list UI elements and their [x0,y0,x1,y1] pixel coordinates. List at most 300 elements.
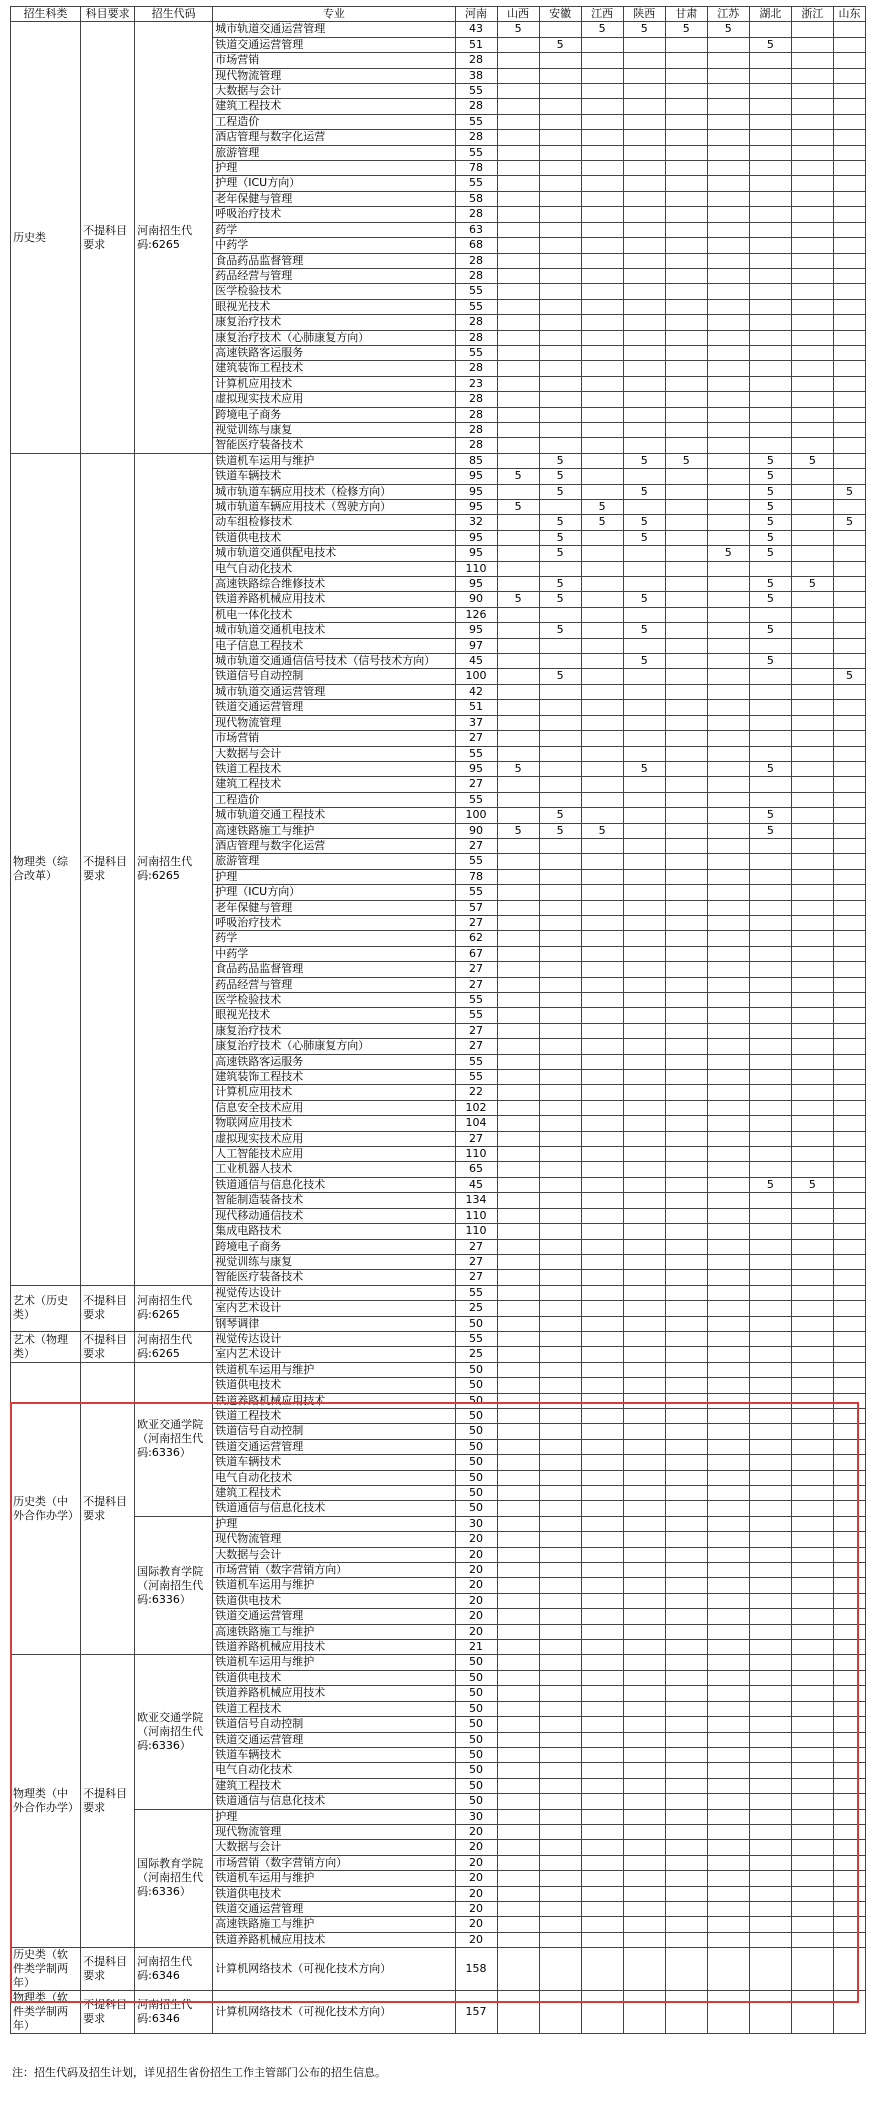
major-cell: 钢琴调律 [213,1316,455,1331]
quota-cell: 30 [455,1516,497,1531]
quota-cell [581,1532,623,1547]
quota-cell [665,161,707,176]
quota-cell: 20 [455,1824,497,1839]
quota-cell [497,838,539,853]
quota-cell [665,1655,707,1670]
quota-cell [749,1886,791,1901]
quota-cell [665,422,707,437]
quota-cell [665,900,707,915]
quota-cell [497,145,539,160]
quota-cell [665,854,707,869]
quota-cell: 157 [455,1991,497,2034]
quota-cell [749,68,791,83]
quota-cell [707,684,749,699]
quota-cell: 5 [539,530,581,545]
quota-cell [581,1301,623,1316]
quota-cell [539,345,581,360]
quota-cell [539,1516,581,1531]
major-cell: 铁道供电技术 [213,1886,455,1901]
quota-cell [623,1624,665,1639]
major-cell: 集成电路技术 [213,1224,455,1239]
quota-cell [623,607,665,622]
quota-cell [539,700,581,715]
quota-cell [749,1393,791,1408]
quota-cell [707,1794,749,1809]
quota-cell: 50 [455,1747,497,1762]
quota-cell [665,946,707,961]
quota-cell [623,1224,665,1239]
quota-cell [665,869,707,884]
quota-cell [791,1316,833,1331]
major-cell: 护理 [213,161,455,176]
quota-cell [833,1763,865,1778]
quota-cell [497,253,539,268]
quota-cell [623,792,665,807]
quota-cell [665,1100,707,1115]
quota-cell: 110 [455,561,497,576]
header-row [11,7,866,22]
quota-cell [833,345,865,360]
quota-cell: 28 [455,422,497,437]
quota-cell: 100 [455,669,497,684]
quota-cell [665,515,707,530]
quota-cell [749,191,791,206]
major-cell: 智能制造装备技术 [213,1193,455,1208]
quota-cell [749,1593,791,1608]
quota-cell [749,669,791,684]
quota-cell: 100 [455,808,497,823]
quota-cell [497,1486,539,1501]
requirement-cell: 不提科目要求 [81,1331,135,1362]
quota-cell [833,1285,865,1300]
quota-cell: 30 [455,1809,497,1824]
quota-cell: 27 [455,1270,497,1285]
quota-cell [749,1054,791,1069]
quota-cell: 5 [749,1177,791,1192]
quota-cell [665,792,707,807]
major-cell: 护理 [213,869,455,884]
quota-cell [623,1917,665,1932]
quota-cell [791,885,833,900]
major-cell: 酒店管理与数字化运营 [213,838,455,853]
quota-cell [665,993,707,1008]
quota-cell [707,1516,749,1531]
quota-cell: 5 [539,484,581,499]
quota-cell: 5 [749,546,791,561]
major-cell: 城市轨道交通供配电技术 [213,546,455,561]
quota-cell [623,1778,665,1793]
quota-cell [623,376,665,391]
quota-cell [749,946,791,961]
quota-cell [707,1301,749,1316]
quota-cell [707,484,749,499]
column-header: 科目要求 [81,7,135,22]
quota-cell [665,684,707,699]
quota-cell [833,1347,865,1362]
quota-cell [539,1008,581,1023]
quota-cell [539,1747,581,1762]
quota-cell [833,500,865,515]
quota-cell [707,777,749,792]
quota-cell [623,130,665,145]
quota-cell [539,1593,581,1608]
code-cell: 河南招生代码:6346 [135,1991,213,2034]
quota-cell [665,68,707,83]
quota-cell: 5 [749,500,791,515]
quota-cell [581,1932,623,1947]
quota-cell [665,731,707,746]
major-cell: 铁道机车运用与维护 [213,1871,455,1886]
quota-cell [539,1717,581,1732]
quota-cell [707,792,749,807]
quota-cell [539,1578,581,1593]
category-cell: 历史类 [11,22,81,453]
quota-cell [539,838,581,853]
major-cell: 铁道交通运营管理 [213,1901,455,1916]
major-cell: 铁道信号自动控制 [213,1424,455,1439]
quota-cell [791,1362,833,1377]
quota-cell [749,253,791,268]
quota-cell [707,191,749,206]
quota-cell [791,238,833,253]
quota-cell [581,1208,623,1223]
quota-cell [791,1486,833,1501]
quota-cell: 5 [749,484,791,499]
quota-cell [791,1547,833,1562]
quota-cell: 22 [455,1085,497,1100]
quota-cell [581,407,623,422]
major-cell: 室内艺术设计 [213,1347,455,1362]
quota-cell [833,1131,865,1146]
quota-cell [707,376,749,391]
quota-cell [581,1177,623,1192]
quota-cell [833,1686,865,1701]
quota-cell [833,546,865,561]
quota-cell [749,1131,791,1146]
quota-cell [749,1008,791,1023]
quota-cell [791,1840,833,1855]
major-cell: 建筑工程技术 [213,1486,455,1501]
quota-cell [581,561,623,576]
quota-cell [791,407,833,422]
quota-cell [623,946,665,961]
quota-cell [833,1270,865,1285]
code-cell: 河南招生代码:6265 [135,1285,213,1331]
major-cell: 建筑装饰工程技术 [213,1070,455,1085]
quota-cell [833,1840,865,1855]
quota-cell [581,1948,623,1991]
quota-cell: 27 [455,1039,497,1054]
quota-cell [791,1901,833,1916]
major-cell: 现代物流管理 [213,1824,455,1839]
quota-cell [749,792,791,807]
quota-cell: 55 [455,1070,497,1085]
quota-cell: 5 [623,453,665,468]
footnote: 注：招生代码及招生计划，详见招生省份招生工作主管部门公布的招生信息。 [12,2066,386,2079]
quota-cell [665,1147,707,1162]
quota-cell [749,1039,791,1054]
quota-cell [707,1593,749,1608]
quota-cell [581,114,623,129]
quota-cell: 50 [455,1501,497,1516]
quota-cell [581,176,623,191]
quota-cell [497,130,539,145]
quota-cell: 110 [455,1147,497,1162]
quota-cell [581,1470,623,1485]
table-row [11,453,866,468]
quota-cell [749,207,791,222]
major-cell: 铁道养路机械应用技术 [213,1932,455,1947]
quota-cell: 28 [455,438,497,453]
quota-cell [539,145,581,160]
quota-cell [833,684,865,699]
quota-cell [707,993,749,1008]
quota-cell [581,1547,623,1562]
quota-cell [497,623,539,638]
quota-cell: 62 [455,931,497,946]
quota-cell [539,1871,581,1886]
quota-cell [623,1193,665,1208]
quota-cell [665,114,707,129]
quota-cell [665,99,707,114]
quota-cell [665,1208,707,1223]
major-cell: 虚拟现实技术应用 [213,1131,455,1146]
major-cell: 市场营销（数字营销方向） [213,1855,455,1870]
quota-cell [665,1131,707,1146]
quota-cell: 5 [749,654,791,669]
quota-cell [497,1347,539,1362]
quota-cell [623,1547,665,1562]
quota-cell [665,238,707,253]
quota-cell [833,869,865,884]
quota-cell [623,869,665,884]
quota-cell [791,37,833,52]
quota-cell [749,838,791,853]
quota-cell [539,114,581,129]
quota-cell [623,1131,665,1146]
quota-cell: 95 [455,761,497,776]
quota-cell [833,1393,865,1408]
quota-cell [539,1686,581,1701]
quota-cell: 28 [455,253,497,268]
quota-cell [539,1347,581,1362]
quota-cell [665,1948,707,1991]
quota-cell [791,1254,833,1269]
requirement-cell: 不提科目要求 [81,1948,135,1991]
quota-cell [833,176,865,191]
major-cell: 铁道养路机械应用技术 [213,1393,455,1408]
quota-cell [707,808,749,823]
quota-cell [539,1824,581,1839]
major-cell: 动车组检修技术 [213,515,455,530]
quota-cell [539,1085,581,1100]
quota-cell [665,37,707,52]
quota-cell [623,114,665,129]
quota-cell [623,53,665,68]
quota-cell [833,1470,865,1485]
quota-cell: 28 [455,407,497,422]
quota-cell [791,977,833,992]
quota-cell: 5 [581,22,623,37]
quota-cell [497,731,539,746]
quota-cell [749,1917,791,1932]
quota-cell [581,1778,623,1793]
quota-cell [833,1331,865,1346]
quota-cell [791,761,833,776]
quota-cell [707,1655,749,1670]
quota-cell [665,1362,707,1377]
quota-cell [497,1948,539,1991]
quota-cell [539,607,581,622]
quota-cell [581,1501,623,1516]
quota-cell [791,469,833,484]
quota-cell: 5 [539,577,581,592]
quota-cell [665,1070,707,1085]
quota-cell [749,22,791,37]
quota-cell [623,345,665,360]
major-cell: 视觉训练与康复 [213,422,455,437]
quota-cell [497,1871,539,1886]
quota-cell: 55 [455,885,497,900]
quota-cell [623,1563,665,1578]
quota-cell: 50 [455,1701,497,1716]
quota-cell [665,1085,707,1100]
quota-cell [581,1991,623,2034]
quota-cell [791,1193,833,1208]
major-cell: 铁道养路机械应用技术 [213,592,455,607]
quota-cell [707,1686,749,1701]
quota-cell [623,1023,665,1038]
quota-cell: 20 [455,1609,497,1624]
quota-cell [707,1331,749,1346]
quota-cell [665,1347,707,1362]
quota-cell [791,53,833,68]
quota-cell [707,207,749,222]
quota-cell [539,962,581,977]
quota-cell [749,962,791,977]
quota-cell [581,546,623,561]
quota-cell: 90 [455,592,497,607]
quota-cell [539,1424,581,1439]
quota-cell: 5 [539,453,581,468]
major-cell: 眼视光技术 [213,1008,455,1023]
quota-cell [791,915,833,930]
quota-cell [749,1532,791,1547]
requirement-cell: 不提科目要求 [81,1362,135,1655]
major-cell: 铁道工程技术 [213,1408,455,1423]
quota-cell [623,1439,665,1454]
quota-cell [497,1516,539,1531]
quota-cell [833,885,865,900]
quota-cell [581,1085,623,1100]
quota-cell [581,207,623,222]
quota-cell [623,1655,665,1670]
quota-cell: 5 [539,623,581,638]
quota-cell [749,1948,791,1991]
quota-cell [497,1254,539,1269]
quota-cell [665,1054,707,1069]
major-cell: 眼视光技术 [213,299,455,314]
quota-cell [833,1732,865,1747]
quota-cell [497,1747,539,1762]
quota-cell [497,1855,539,1870]
quota-cell [665,1316,707,1331]
quota-cell [623,823,665,838]
quota-cell [623,1593,665,1608]
quota-cell [707,114,749,129]
quota-cell: 20 [455,1547,497,1562]
enrollment-plan-table [10,6,866,2034]
quota-cell [707,345,749,360]
quota-cell [707,1039,749,1054]
quota-cell [581,1393,623,1408]
quota-cell [497,407,539,422]
quota-cell [665,1886,707,1901]
quota-cell [665,284,707,299]
quota-cell [497,1655,539,1670]
quota-cell [665,1809,707,1824]
quota-cell [581,1162,623,1177]
quota-cell [665,392,707,407]
quota-cell [539,22,581,37]
quota-cell [707,1100,749,1115]
quota-cell [539,1763,581,1778]
quota-cell [539,1177,581,1192]
major-cell: 药学 [213,222,455,237]
quota-cell [539,1254,581,1269]
quota-cell [623,715,665,730]
quota-cell [623,1932,665,1947]
quota-cell [791,130,833,145]
quota-cell [791,1331,833,1346]
quota-cell [497,330,539,345]
major-cell: 食品药品监督管理 [213,962,455,977]
quota-cell [539,931,581,946]
quota-cell [665,823,707,838]
quota-cell [497,1686,539,1701]
quota-cell [497,700,539,715]
quota-cell [833,607,865,622]
quota-cell: 20 [455,1886,497,1901]
major-cell: 视觉传达设计 [213,1331,455,1346]
quota-cell: 5 [497,22,539,37]
quota-cell [623,1054,665,1069]
quota-cell [665,638,707,653]
quota-cell [665,1747,707,1762]
major-cell: 铁道机车运用与维护 [213,1578,455,1593]
quota-cell [749,1855,791,1870]
major-cell: 现代移动通信技术 [213,1208,455,1223]
quota-cell [497,1991,539,2034]
quota-cell: 55 [455,176,497,191]
quota-cell [707,1809,749,1824]
quota-cell: 20 [455,1917,497,1932]
quota-cell [497,284,539,299]
quota-cell [581,577,623,592]
quota-cell [497,900,539,915]
quota-cell [497,792,539,807]
quota-cell [749,1501,791,1516]
quota-cell [497,1901,539,1916]
quota-cell [623,1686,665,1701]
quota-cell [749,1991,791,2034]
quota-cell [833,114,865,129]
quota-cell [497,962,539,977]
quota-cell [581,885,623,900]
quota-cell [833,700,865,715]
table-row [11,1991,866,2034]
quota-cell [581,284,623,299]
